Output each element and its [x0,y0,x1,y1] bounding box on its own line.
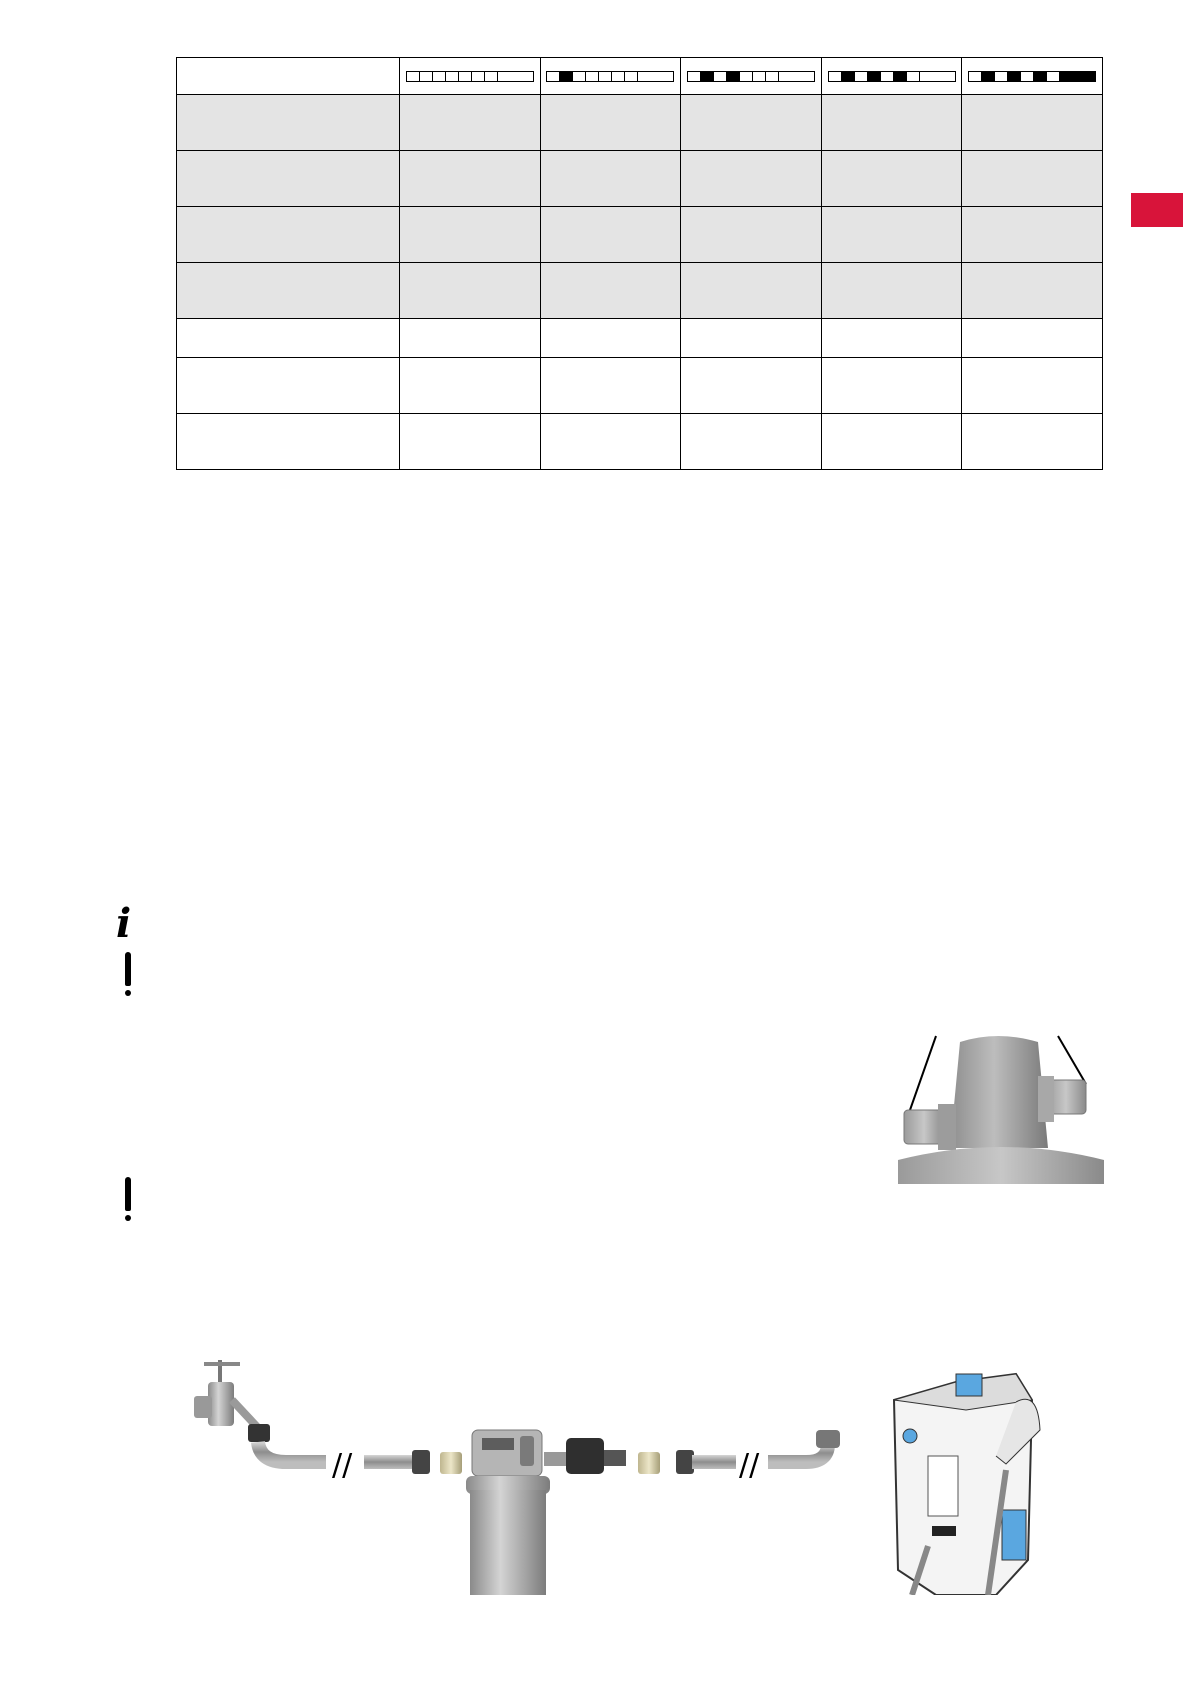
indicator-segment [727,72,740,81]
table-cell [681,263,822,319]
row-label [177,151,400,207]
exclamation-icon [124,1177,132,1223]
indicator-segment [547,72,560,81]
row-label [177,319,400,358]
indicator-segment [766,72,779,81]
table-cell [400,358,541,414]
table-cell [962,414,1103,470]
table-cell [540,358,681,414]
row-label [177,95,400,151]
indicator-segment [1047,72,1060,81]
indicator-segment [446,72,459,81]
indicator-segment [560,72,573,81]
table-row [177,95,1103,151]
table-cell [400,263,541,319]
indicator-segment [829,72,842,81]
indicator-segment [485,72,498,81]
table-row [177,319,1103,358]
indicator-segment [907,72,920,81]
table-header-row [177,58,1103,95]
table-cell [821,319,962,358]
table-cell [821,151,962,207]
table-cell [821,414,962,470]
table-cell [540,95,681,151]
table-cell [681,358,822,414]
table-cell [821,207,962,263]
table-cell [540,207,681,263]
indicator-segment [459,72,472,81]
table-cell [821,358,962,414]
indicator-segment [612,72,625,81]
table-cell [400,151,541,207]
table-row [177,207,1103,263]
indicator-segment [599,72,612,81]
svg-text://: // [332,1448,353,1483]
table-cell [540,263,681,319]
indicator-segment [779,72,814,81]
indicator-segment [498,72,533,81]
indicator-segment [920,72,955,81]
table-cell [400,414,541,470]
water-tap-icon [194,1360,270,1442]
level-indicator-3 [681,58,822,95]
row-label [177,263,400,319]
page-tab-marker [1131,193,1183,227]
indicator-segment [625,72,638,81]
indicator-segment [586,72,599,81]
table-cell [540,319,681,358]
row-label [177,358,400,414]
indicator-segment [868,72,881,81]
table-row [177,414,1103,470]
coffee-machine-icon [894,1374,1040,1595]
table-cell [400,319,541,358]
indicator-segment [855,72,868,81]
indicator-segment [1034,72,1047,81]
table-cell [681,151,822,207]
table-cell [400,207,541,263]
info-icon: i [116,900,132,947]
indicator-segment [472,72,485,81]
row-label [177,207,400,263]
level-indicator-4 [821,58,962,95]
exclamation-icon [124,952,132,998]
installation-diagram [176,1360,1106,1595]
indicator-segment [1021,72,1034,81]
table-cell [962,95,1103,151]
indicator-segment [573,72,586,81]
setting-levels-table [176,57,1103,470]
level-indicator-1 [400,58,541,95]
indicator-segment [420,72,433,81]
indicator-segment [638,72,673,81]
table-cell [821,263,962,319]
indicator-segment [842,72,855,81]
level-indicator-2 [540,58,681,95]
table-cell [681,95,822,151]
table-corner-cell [177,58,400,95]
table-cell [681,319,822,358]
indicator-segment [995,72,1008,81]
indicator-segment [1008,72,1021,81]
indicator-segment [407,72,420,81]
table-cell [962,358,1103,414]
indicator-segment [1060,72,1095,81]
table-cell [540,414,681,470]
indicator-segment [881,72,894,81]
indicator-segment [740,72,753,81]
level-indicator-5 [962,58,1103,95]
filter-head-illustration [898,1024,1104,1184]
row-label [177,414,400,470]
table-row [177,358,1103,414]
table-cell [962,263,1103,319]
table-cell [400,95,541,151]
table-cell [821,95,962,151]
svg-text://: // [739,1448,760,1483]
indicator-segment [433,72,446,81]
table-cell [962,207,1103,263]
table-cell [681,414,822,470]
indicator-segment [688,72,701,81]
indicator-segment [969,72,982,81]
water-filter-icon [466,1430,550,1595]
table-row [177,151,1103,207]
indicator-segment [894,72,907,81]
indicator-segment [982,72,995,81]
indicator-segment [753,72,766,81]
table-cell [962,151,1103,207]
indicator-segment [714,72,727,81]
table-cell [540,151,681,207]
table-cell [962,319,1103,358]
table-cell [681,207,822,263]
table-row [177,263,1103,319]
indicator-segment [701,72,714,81]
